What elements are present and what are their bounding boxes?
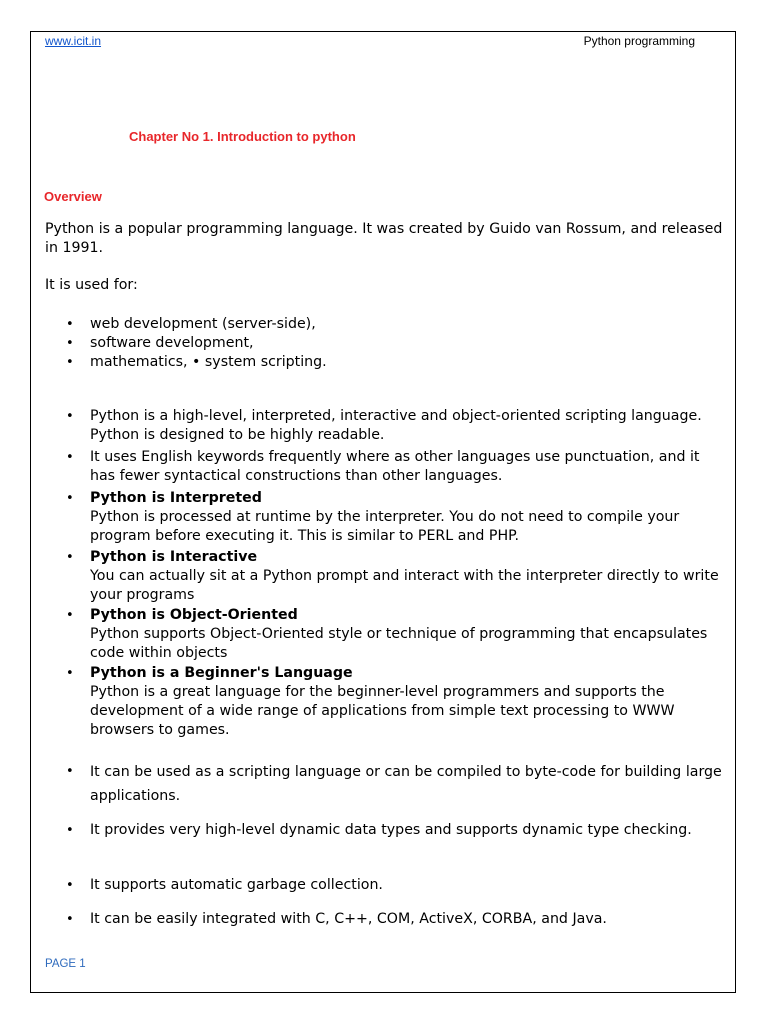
list-item: • mathematics, • system scripting. — [66, 354, 327, 370]
header-title: Python programming — [583, 34, 695, 48]
list-item: • software development, — [66, 335, 254, 351]
document-page — [30, 31, 736, 993]
list-item: • It supports automatic garbage collection. — [66, 877, 383, 893]
list-item: • It can be used as a scripting language or can be compiled to byte-code for building large applications. — [66, 764, 722, 804]
feature-heading: Python is a Beginner's Language — [90, 665, 353, 681]
chapter-title: Chapter No 1. Introduction to python — [129, 129, 356, 144]
intro-paragraph: Python is a popular programming language. It was created by Guido van Rossum, and released in 1991. — [45, 221, 723, 256]
list-item: • Python is Interactive You can actually sit at a Python prompt and interact with the interpreter directly to write your programs — [66, 549, 719, 603]
list-item: • It provides very high-level dynamic data types and supports dynamic type checking. — [66, 822, 692, 838]
list-item: • Python is a high-level, interpreted, interactive and object-oriented scripting language. Python is designed to be highly readable. — [66, 408, 702, 443]
feature-heading: Python is Interpreted — [90, 490, 262, 506]
list-item: • Python is Object-Oriented Python supports Object-Oriented style or technique of programming that encapsulates code within objects — [66, 607, 708, 661]
list-item: • It can be easily integrated with C, C++, COM, ActiveX, CORBA, and Java. — [66, 911, 607, 927]
list-item: • It uses English keywords frequently where as other languages use punctuation, and it has fewer syntactical constructions than other languages. — [66, 449, 700, 484]
feature-heading: Python is Interactive — [90, 549, 258, 565]
list-item: • web development (server-side), — [66, 316, 316, 332]
used-for-label: It is used for: — [45, 277, 138, 293]
overview-heading: Overview — [44, 189, 102, 204]
list-item: • Python is Interpreted Python is processed at runtime by the interpreter. You do not need to compile your program before executing it. This is similar to PERL and PHP. — [66, 490, 680, 544]
list-item: • Python is a Beginner's Language Python is a great language for the beginner-level programmers and supports the development of a wide range of applications from simple text processing to WWW browsers to games. — [66, 665, 675, 738]
page-number: PAGE 1 — [45, 958, 86, 970]
feature-heading: Python is Object-Oriented — [90, 607, 298, 623]
website-link[interactable]: www.icit.in — [45, 34, 102, 48]
